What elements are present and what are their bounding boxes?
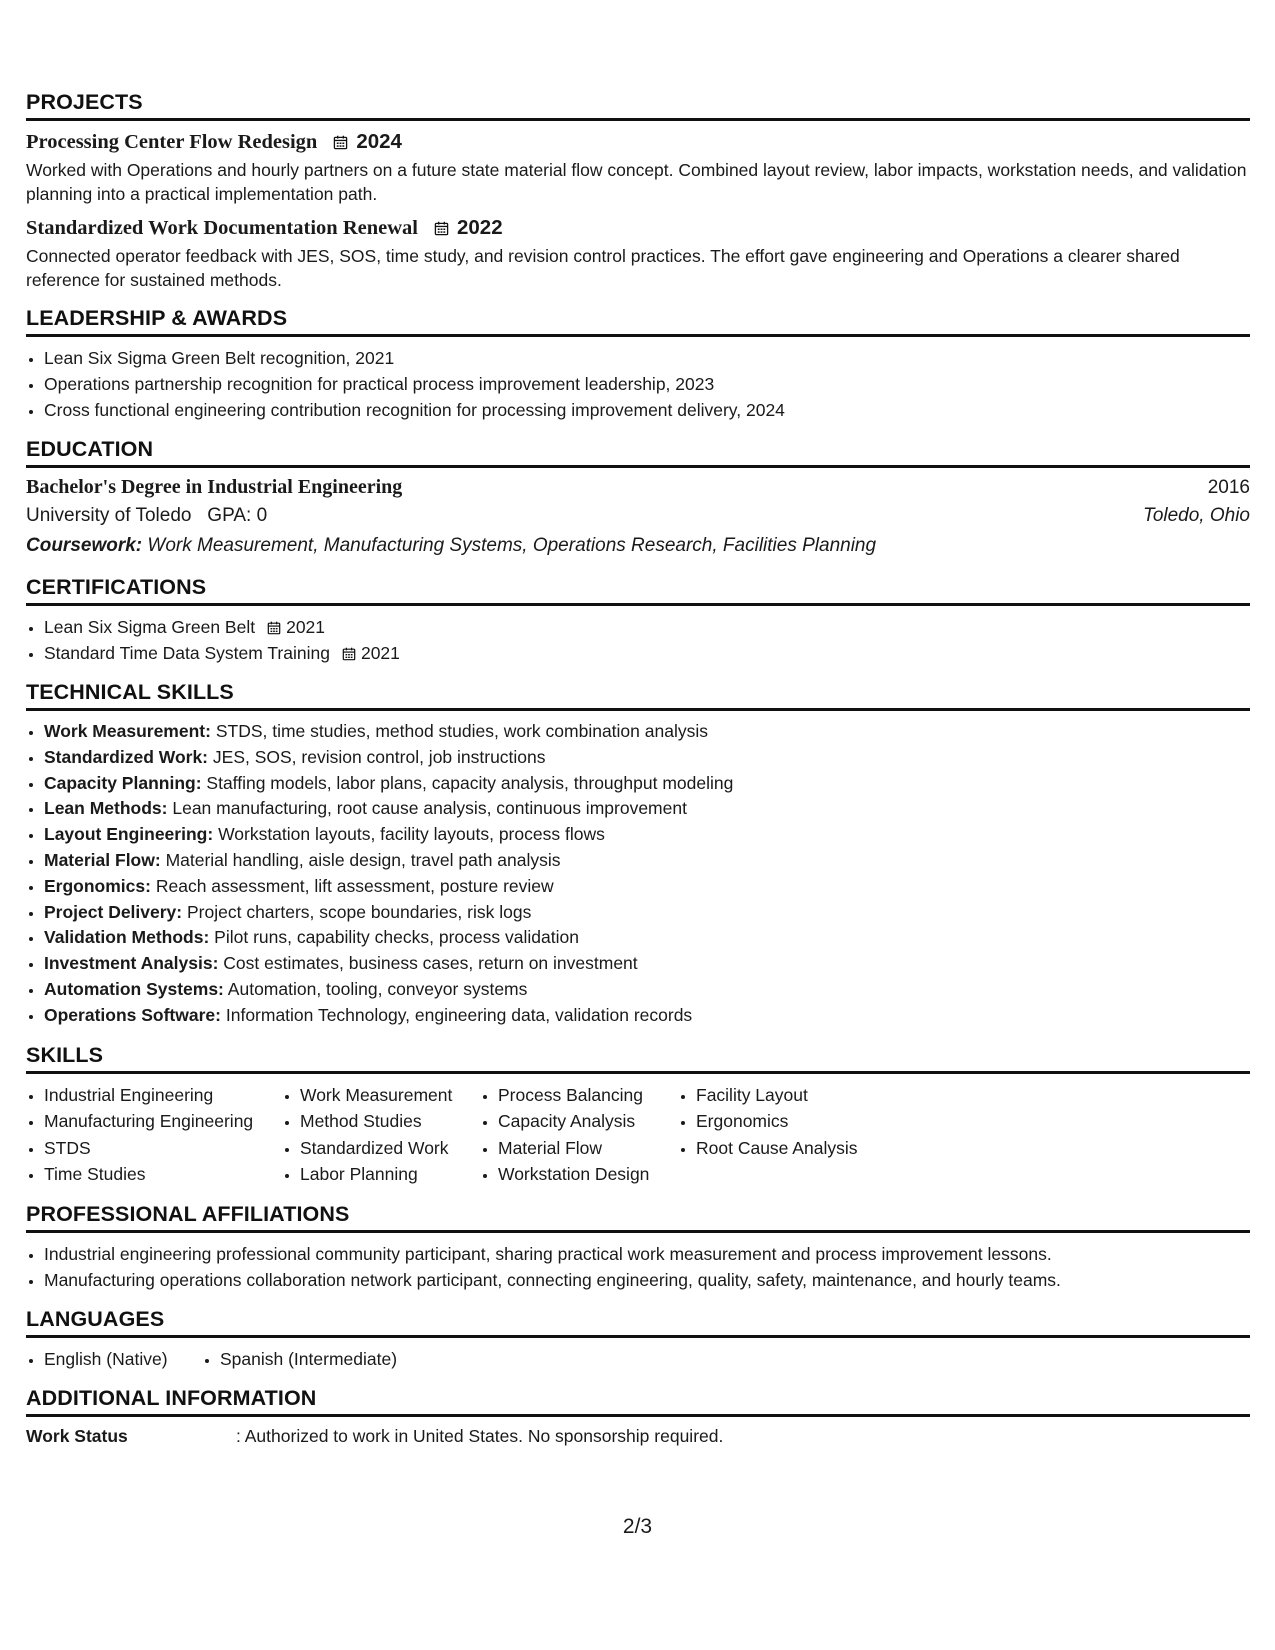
skills-column [678, 1082, 916, 1188]
technical-skill-label: Automation Systems: [44, 978, 224, 999]
school-name: University of Toledo [26, 505, 192, 526]
work-status-label: Work Status [26, 1425, 128, 1446]
technical-skill-label: Investment Analysis: [44, 953, 219, 974]
technical-skill-label: Lean Methods: [44, 798, 168, 819]
degree-name: Bachelor's Degree in Industrial Engineering [26, 476, 403, 498]
projects-section [26, 90, 1250, 292]
technical-skill-item [44, 745, 1250, 771]
skill-item: • Facility Layout [696, 1082, 916, 1109]
technical-skill-text: Lean manufacturing, root cause analysis, continuous improvement [172, 798, 687, 819]
skill-item: • Manufacturing Engineering [44, 1108, 282, 1135]
list-item: • Operations partnership recognition for practical process improvement leadership, 2023 [44, 371, 1250, 397]
section-title-affiliations: PROFESSIONAL AFFILIATIONS [26, 1202, 1250, 1233]
technical-skill-item [44, 1003, 1250, 1029]
technical-skill-label: Operations Software: [44, 1004, 221, 1025]
project-year: 2022 [456, 216, 503, 239]
calendar-icon [434, 221, 449, 236]
technical-skills-section [26, 680, 1250, 1029]
section-title-technical-skills: TECHNICAL SKILLS [26, 680, 1250, 711]
skill-item: • STDS [44, 1135, 282, 1162]
technical-skill-label: Capacity Planning: [44, 772, 202, 793]
project-item [26, 216, 1250, 292]
technical-skill-item [44, 900, 1250, 926]
technical-skill-label: Layout Engineering: [44, 824, 214, 845]
technical-skill-item [44, 977, 1250, 1003]
project-name: Standardized Work Documentation Renewal [26, 216, 418, 239]
technical-skill-label: Ergonomics: [44, 875, 151, 896]
section-title-languages: LANGUAGES [26, 1307, 1250, 1338]
skills-column [26, 1082, 282, 1188]
additional-info-section [26, 1386, 1250, 1447]
technical-skill-text: JES, SOS, revision control, job instructions [212, 746, 546, 767]
project-description: Worked with Operations and hourly partners on a future state material flow concept. Combined layout review, labor impacts, workstation needs, and validation planning into a practical implementation path. [26, 160, 1247, 204]
section-title-projects: PROJECTS [26, 90, 1250, 121]
technical-skill-text: Workstation layouts, facility layouts, process flows [218, 824, 605, 845]
skill-item: • Workstation Design [498, 1161, 678, 1188]
technical-skill-item [44, 796, 1250, 822]
calendar-icon [267, 621, 281, 635]
technical-skill-text: Information Technology, engineering data, validation records [225, 1004, 693, 1025]
language-item: • English (Native) [44, 1346, 202, 1372]
list-item: • Lean Six Sigma Green Belt recognition, 2021 [44, 345, 1250, 371]
skill-item: • Material Flow [498, 1135, 678, 1162]
work-status-value: : Authorized to work in United States. No sponsorship required. [236, 1425, 724, 1446]
certification-name: Lean Six Sigma Green Belt [44, 617, 256, 637]
affiliations-section [26, 1202, 1250, 1293]
skills-column [282, 1082, 480, 1188]
skill-item: • Time Studies [44, 1161, 282, 1188]
graduation-year: 2016 [1207, 477, 1250, 498]
calendar-icon [333, 135, 348, 150]
technical-skill-label: Work Measurement: [44, 721, 211, 741]
skill-item: • Root Cause Analysis [696, 1135, 916, 1162]
technical-skill-text: Reach assessment, lift assessment, posture review [155, 875, 554, 896]
project-item [26, 130, 1250, 206]
certification-year: 2021 [360, 643, 400, 663]
school-location: Toledo, Ohio [1142, 505, 1250, 526]
technical-skill-item [44, 874, 1250, 900]
language-item: • Spanish (Intermediate) [220, 1346, 397, 1372]
technical-skill-label: Material Flow: [44, 849, 161, 870]
list-item: • Industrial engineering professional community participant, sharing practical work measurement and process improvement lessons. [44, 1241, 1250, 1267]
project-name: Processing Center Flow Redesign [26, 130, 318, 153]
technical-skill-item [44, 719, 1250, 745]
technical-skill-text: Automation, tooling, conveyor systems [227, 978, 528, 999]
technical-skill-item [44, 848, 1250, 874]
coursework-list: Work Measurement, Manufacturing Systems, Operations Research, Facilities Planning [147, 535, 877, 556]
leadership-section [26, 306, 1250, 423]
certifications-section [26, 575, 1250, 666]
technical-skill-text: Material handling, aisle design, travel path analysis [165, 849, 561, 870]
certification-name: Standard Time Data System Training [44, 643, 330, 663]
technical-skill-item [44, 951, 1250, 977]
technical-skill-text: Cost estimates, business cases, return on investment [223, 953, 638, 974]
technical-skill-text: STDS, time studies, method studies, work combination analysis [215, 721, 708, 741]
list-item: • Cross functional engineering contribution recognition for processing improvement delivery, 2024 [44, 397, 1250, 423]
technical-skill-label: Project Delivery: [44, 901, 183, 922]
page-number: 2/3 [622, 1515, 653, 1538]
gpa: GPA: 0 [207, 505, 268, 526]
section-title-education: EDUCATION [26, 437, 1250, 468]
resume-page [26, 90, 1250, 1461]
technical-skill-text: Staffing models, labor plans, capacity analysis, throughput modeling [206, 772, 734, 793]
languages-section [26, 1307, 1250, 1372]
technical-skill-item [44, 925, 1250, 951]
certification-item [44, 640, 1250, 666]
skill-item: • Labor Planning [300, 1161, 480, 1188]
section-title-additional-info: ADDITIONAL INFORMATION [26, 1386, 1250, 1417]
technical-skill-item [44, 771, 1250, 797]
education-section [26, 437, 1250, 557]
skill-item: • Standardized Work [300, 1135, 480, 1162]
technical-skill-item [44, 822, 1250, 848]
skill-item: • Process Balancing [498, 1082, 678, 1109]
section-title-skills: SKILLS [26, 1043, 1250, 1074]
skill-item: • Capacity Analysis [498, 1108, 678, 1135]
section-title-certifications: CERTIFICATIONS [26, 575, 1250, 606]
certification-year: 2021 [286, 617, 326, 637]
skills-column [480, 1082, 678, 1188]
list-item: • Manufacturing operations collaboration network participant, connecting engineering, quality, safety, maintenance, and hourly teams. [44, 1267, 1250, 1293]
coursework-label: Coursework: [26, 535, 143, 556]
technical-skill-label: Validation Methods: [44, 927, 210, 948]
skill-item: • Method Studies [300, 1108, 480, 1135]
project-description: Connected operator feedback with JES, SOS, time study, and revision control practices. The effort gave engineering and Operations a clearer shared reference for sustained methods. [26, 246, 1180, 290]
project-year: 2024 [356, 130, 402, 153]
section-title-leadership: LEADERSHIP & AWARDS [26, 306, 1250, 337]
skill-item: • Industrial Engineering [44, 1082, 282, 1109]
calendar-icon [342, 647, 356, 661]
skill-item: • Work Measurement [300, 1082, 480, 1109]
technical-skill-label: Standardized Work: [44, 746, 209, 767]
skills-section [26, 1043, 1250, 1188]
skill-item: • Ergonomics [696, 1108, 916, 1135]
technical-skill-text: Project charters, scope boundaries, risk logs [187, 901, 532, 922]
certification-item [44, 614, 1250, 640]
technical-skill-text: Pilot runs, capability checks, process validation [214, 927, 579, 948]
